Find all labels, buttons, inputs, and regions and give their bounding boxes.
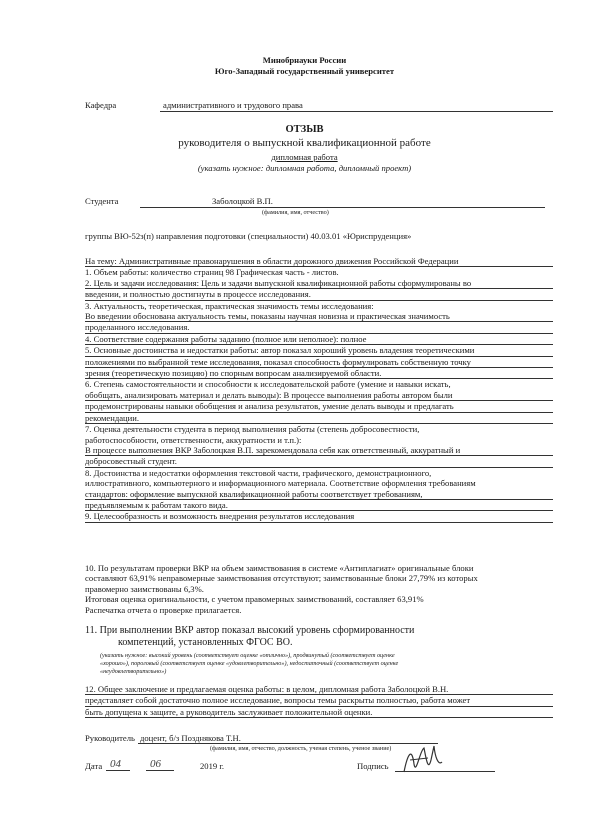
title-sub: руководителя о выпускной квалификационной работе <box>178 137 431 149</box>
merits-line: зрения (теоретическую позицию) по спорным вопросам анализируемой области. <box>85 368 553 379</box>
relevance-heading: 3. Актуальность, теоретическая, практическая значимость темы исследования: <box>85 300 374 311</box>
relevance-line: проделанного исследования. <box>85 322 553 333</box>
student-caption: (фамилия, имя, отчество) <box>262 209 329 216</box>
date-label: Дата <box>85 761 103 771</box>
department-label: Кафедра <box>85 100 117 110</box>
work-type-hint: (указать нужное: дипломная работа, дипломный проект) <box>197 163 412 173</box>
plagiarism-line: 10. По результатам проверки ВКР на объем заимствования в системе «Антиплагиат» оригинальные блоки <box>85 563 474 573</box>
student-underline <box>140 207 545 208</box>
goals-line: введении, и полностью достигнуты в процессе исследования. <box>85 289 553 300</box>
report-line: Распечатка отчета о проверке прилагается. <box>85 604 242 615</box>
formatting-line: предъявляемым к работам такого вида. <box>85 500 553 511</box>
volume-line: 1. Объем работы: количество страниц 98 Графическая часть - листов. <box>85 267 339 278</box>
plagiarism-block <box>85 563 553 615</box>
date-month: 06 <box>150 758 161 770</box>
plagiarism-line: составляют 63,91% неправомерные заимствования отсутствуют; заимствованные блоки 27,79% из которых <box>85 573 478 584</box>
signature-label: Подпись <box>357 761 389 771</box>
formatting-line: иллюстративного, компьютерного и информационного материала. Соответствие оформления требованиям <box>85 478 476 489</box>
conclusion-block <box>85 684 553 718</box>
originality-line: Итоговая оценка оригинальности, с учетом правомерных заимствований, составляет 63,91% <box>85 594 424 605</box>
goals-line: 2. Цель и задачи исследования: Цель и задачи выпускной квалификационной работы сформулированы во <box>85 278 553 289</box>
date-year: 2019 г. <box>200 761 225 771</box>
department-underline <box>160 111 553 112</box>
ministry-heading: Минобрнауки России <box>262 55 347 65</box>
review-body <box>85 256 553 523</box>
plagiarism-line: правомерно заимствованы 6,3%. <box>85 583 204 594</box>
conclusion-line: быть допущена к защите, а руководитель заслуживает положительной оценки. <box>85 707 553 718</box>
implementation-line: 9. Целесообразность и возможность внедрения результатов исследования <box>85 511 553 522</box>
supervisor-label: Руководитель <box>85 733 135 743</box>
formatting-line: стандартов: оформление выпускной квалификационной работы соответствует требованиям, <box>85 489 553 500</box>
conclusion-line: представляет собой достаточно полное исследование, вопросы темы раскрыты полностью, работа может <box>85 695 553 706</box>
university-heading: Юго-Западный государственный университет <box>214 66 395 76</box>
independence-line: рекомендации. <box>85 413 553 424</box>
independence-line: обобщать, анализировать материал и делать выводы): В процессе выполнения работы автором были <box>85 390 553 401</box>
conclusion-line: 12. Общее заключение и предлагаемая оценка работы: в целом, дипломная работа Заболоцкой В.Н. <box>85 684 553 695</box>
group-line: группы ВЮ-52з(п) направления подготовки (специальности) 40.03.01 «Юриспруденция» <box>85 231 412 241</box>
student-label: Студента <box>85 196 119 206</box>
work-type: дипломная работа <box>271 152 338 162</box>
activity-line: добросовестный студент. <box>85 456 553 467</box>
activity-line: 7. Оценка деятельности студента в период выполнения работы (степень добросовестности, <box>85 424 420 435</box>
title-main: ОТЗЫВ <box>285 124 324 135</box>
supervisor-underline <box>138 743 438 744</box>
student-name: Заболоцкой В.П. <box>212 196 273 206</box>
date-day: 04 <box>110 758 121 770</box>
department-value: административного и трудового права <box>163 100 303 110</box>
competence-note: «хорошо»), пороговый (соответствует оценке «удовлетворительно»), недостаточный (соответствует оценке <box>100 660 399 667</box>
activity-line: В процессе выполнения ВКР Заболоцкая В.П. зарекомендовала себя как ответственный, аккуратный и <box>85 445 553 456</box>
merits-line: 5. Основные достоинства и недостатки работы: автор показал хороший уровень владения теоретическими <box>85 345 553 356</box>
supervisor-caption: (фамилия, имя, отчество, должность, ученая степень, ученое звание) <box>210 745 392 752</box>
date-month-underline <box>146 770 174 771</box>
formatting-line: 8. Достоинства и недостатки оформления текстовой части, графического, демонстрационного, <box>85 467 432 478</box>
competence-note: (указать нужное: высокий уровень (соответствует оценке «отлично»), продвинутый (соответствует оценке <box>100 652 395 659</box>
activity-line: работоспособности, ответственности, аккуратности и т.п.): <box>85 434 302 445</box>
independence-line: 6. Степень самостоятельности и способности к исследовательской работе (умение и навыки искать, <box>85 379 451 390</box>
merits-line: положениями по выбранной теме исследования, показал способность формулировать собственную точку <box>85 357 553 368</box>
independence-line: продемонстрированы навыки обобщения и анализа результатов, умение делать выводы и предлагать <box>85 401 553 412</box>
competence-line: 11. При выполнении ВКР автор показал высокий уровень сформированности <box>85 625 415 636</box>
competence-line: компетенций, установленных ФГОС ВО. <box>118 637 293 648</box>
relevance-line: Во введении обоснована актуальность темы, показаны научная новизна и практическая значимость <box>85 311 553 322</box>
signature-mark <box>398 742 448 780</box>
competence-note: «неудовлетворительно») <box>100 668 167 675</box>
supervisor-value: доцент, б/з Позднякова Т.Н. <box>140 733 241 743</box>
compliance-line: 4. Соответствие содержания работы заданию (полное или неполное): полное <box>85 334 553 345</box>
topic-line: На тему: Административные правонарушения в области дорожного движения Российской Федерации <box>85 256 553 267</box>
date-day-underline <box>106 770 130 771</box>
